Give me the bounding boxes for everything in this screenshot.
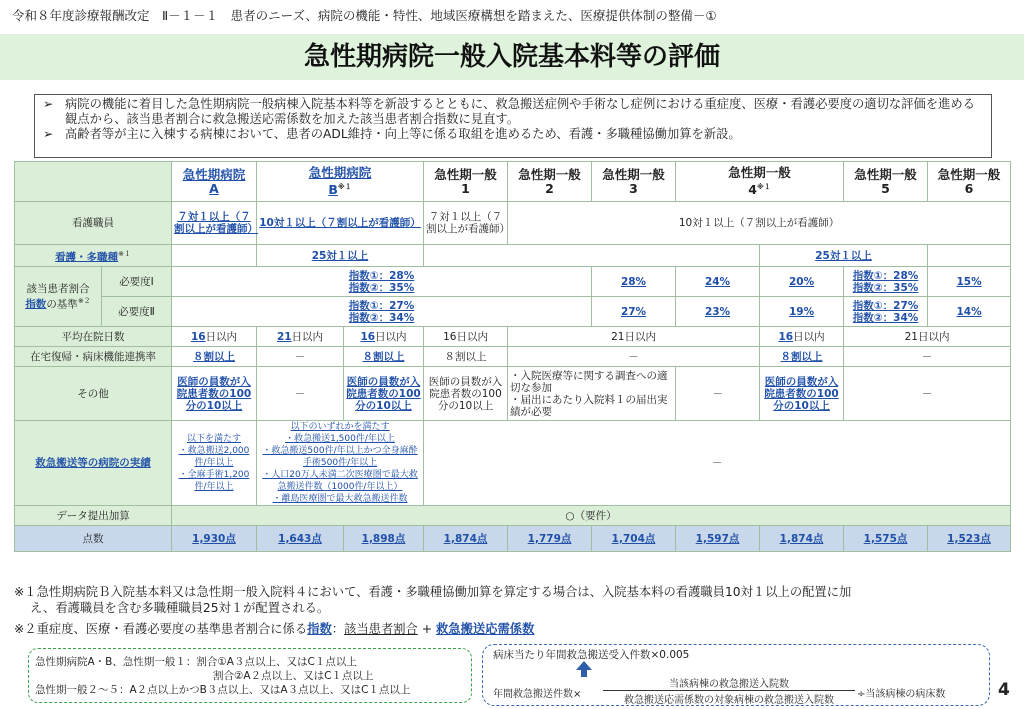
table-row: 救急搬送等の病院の実績 以下を満たす ・救急搬送2,000件/年以上 ・全麻手術1,200件/年以上 以下のいずれかを満たす ・救急搬送1,500件/年以上 ・救急搬送500件/年以上かつ全身麻酔手術500件/年以上 ・人口20万人未満二次医療圏で最大救急搬送件数（1000件/年以上） ・離島医療圏で最大救急搬送件数 － [15,421,1011,506]
summary-item: 病院の機能に着目した急性期病院一般病棟入院基本料等を新設するとともに、救急搬送症例や手術なし症例における重症度、医療・看護必要度の適切な評価を進める観点から、該当患者割合に救急搬送応需係数を加えた該当患者割合指数に見直す。 [65,97,975,126]
summary-box [34,94,992,158]
bullet-icon: ➢ [43,97,54,111]
footnote-2: ※２重症度、医療・看護必要度の基準患者割合に係る指数：該当患者割合 + 救急搬送応需係数 [14,622,535,636]
col-header: 急性期一般 2 [508,162,592,202]
ratio-criteria-box: 急性期病院A・B、急性期一般１：割合①A３点以上、又はC１点以上 割合②A２点以上、又はC１点以上 急性期一般２～５：A２点以上かつB３点以上、又はA３点以上、又はC１点以上 [28,648,472,703]
table-row: データ提出加算 ○（要件） [15,506,1011,526]
summary-item: 高齢者等が主に入棟する病棟において、患者のADL維持・向上等に係る取組を進めるため、看護・多職種協働加算を新設。 [65,127,741,141]
criteria-table [14,161,1011,552]
footnote-1: ※１急性期病院Ｂ入院基本料又は急性期一般入院料４において、看護・多職種協働加算を算定する場合は、入院基本料の看護職員10対１以上の配置に加 え、看護職員を含む多職種職員25対１が配置される。 [14,585,852,615]
table-row: 看護・多職種$^{※1}$ 25対１以上 25対１以上 [15,245,1011,267]
header-row: 急性期病院 A 急性期病院 $B^{※1}$ 急性期一般 1 急性期一般 2 急性期一般 3 急性期一般 4$^{※1}$ 急性期一般 5 急性期一般 6 [15,162,1011,202]
page-number: 4 [998,680,1010,700]
table-row: 在宅復帰・病床機能連携率 ８割以上 － ８割以上 ８割以上 － ８割以上 － [15,347,1011,367]
bullet-icon: ➢ [43,127,54,141]
table-row: 該当患者割合 指数の基準$^{※2}$ 必要度Ⅰ 指数①：28% 指数②：35% 28% 24% 20% 指数①：28% 指数②：35% 15% [15,267,1011,297]
table-row: 看護職員 ７対１以上（７割以上が看護師） 10対１以上（７割以上が看護師） ７対１以上（７割以上が看護師） 10対１以上（７割以上が看護師） [15,202,1011,245]
col-header: 急性期一般 5 [844,162,928,202]
col-header: 急性期一般 3 [592,162,676,202]
table-row: 平均在院日数 16日以内 21日以内 16日以内 16日以内 21日以内 16日以内 21日以内 [15,327,1011,347]
up-arrow-icon [576,661,592,670]
col-header: 急性期一般 6 [928,162,1011,202]
col-header: 急性期病院 [182,166,246,182]
title-bar [0,34,1024,80]
table-row: その他 医師の員数が入院患者数の100分の10以上 － 医師の員数が入院患者数の100分の10以上 医師の員数が入院患者数の100分の10以上 ・入院医療等に関する調査への適切な参加 ・届出にあたり入院料１の届出実績が必要 － 医師の員数が入院患者数の100分の10以上 － [15,367,1011,421]
header-line: 令和８年度診療報酬改定 Ⅱ－１－１ 患者のニーズ、病院の機能・特性、地域医療構想を踏まえた、医療提供体制の整備－① [12,8,717,23]
col-header: 急性期一般 1 [424,162,508,202]
table-row: 必要度Ⅱ 指数①：27% 指数②：34% 27% 23% 19% 指数①：27% 指数②：34% 14% [15,297,1011,327]
coefficient-formula-box: 病床当たり年間救急搬送受入件数×0.005 年間救急搬送件数× 当該病棟の救急搬送入院数 救急搬送応需係数の対象病棟の救急搬送入院数 ÷当該病棟の病床数 [482,644,990,706]
col-header: 急性期一般 4$^{※1}$ [676,162,844,202]
col-header: 急性期病院 [308,164,372,180]
page-title: 急性期病院一般入院基本料等の評価 [303,42,720,72]
table-row: 点数 1,930点 1,643点 1,898点 1,874点 1,779点 1,704点 1,597点 1,874点 1,575点 1,523点 [15,526,1011,552]
